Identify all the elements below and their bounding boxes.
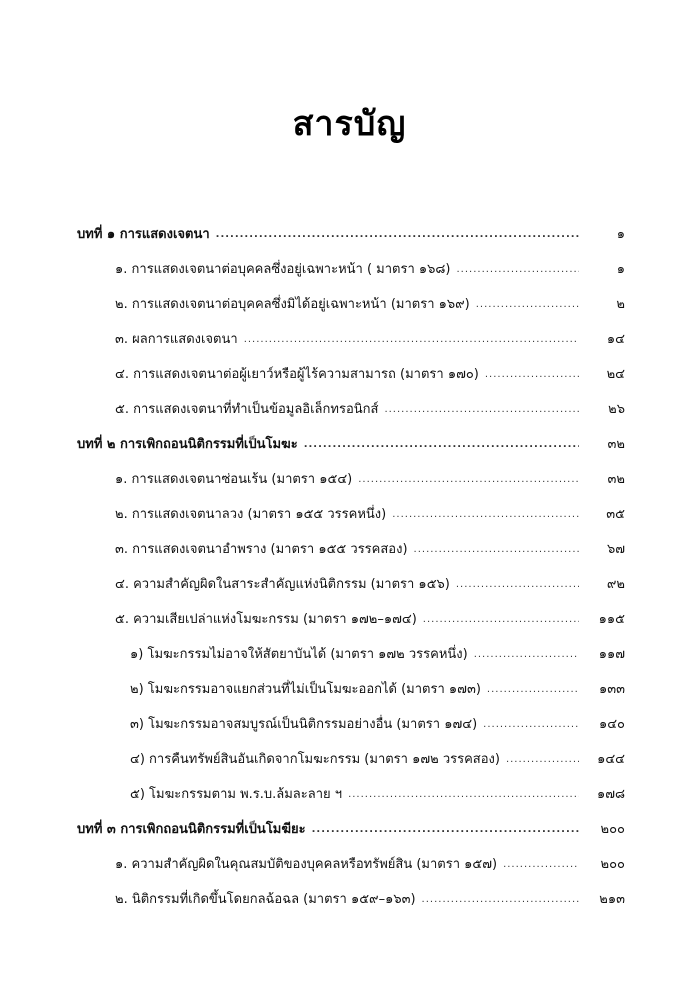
toc-label: ๔. การแสดงเจตนาต่อผู้เยาว์หรือผู้ไร้ความสามารถ (มาตรา ๑๗๐): [115, 367, 479, 382]
toc-subentry[interactable]: [130, 743, 625, 769]
dot-leader: [348, 786, 579, 804]
toc-entry[interactable]: [115, 603, 625, 629]
dot-leader: [483, 716, 579, 734]
toc-label: ๓. ผลการแสดงเจตนา: [115, 332, 238, 347]
toc-label: ๑. การแสดงเจตนาต่อบุคคลซึ่งอยู่เฉพาะหน้า ( มาตรา ๑๖๘): [115, 262, 451, 277]
toc-chapter-2[interactable]: [77, 428, 625, 454]
toc-label: ๒. การแสดงเจตนาต่อบุคคลซึ่งมิได้อยู่เฉพาะหน้า (มาตรา ๑๖๙): [115, 297, 470, 312]
toc-label: ๔. ความสำคัญผิดในสาระสำคัญแห่งนิติกรรม (มาตรา ๑๕๖): [115, 577, 450, 592]
dot-leader: [384, 401, 579, 419]
dot-leader: [474, 646, 579, 664]
toc-page-number: ๑๔: [606, 332, 625, 347]
toc-label: บทที่ ๓ การเพิกถอนนิติกรรมที่เป็นโมฆียะ: [77, 822, 306, 837]
toc-entry[interactable]: [115, 883, 625, 909]
toc-page-number: ๑๑๕: [598, 612, 625, 627]
dot-leader: [423, 611, 579, 629]
toc-label: บทที่ ๒ การเพิกถอนนิติกรรมที่เป็นโมฆะ: [77, 437, 298, 452]
toc-page-number: ๒๖: [608, 402, 625, 417]
dot-leader: [456, 576, 579, 594]
toc-entry[interactable]: [115, 533, 625, 559]
dot-leader: [503, 856, 579, 874]
toc-entry[interactable]: [115, 323, 625, 349]
toc-entry[interactable]: [115, 288, 625, 314]
dot-leader: [312, 821, 579, 839]
toc-page-number: ๑๗๘: [596, 787, 625, 802]
toc-label: ๑) โมฆะกรรมไม่อาจให้สัตยาบันได้ (มาตรา ๑๗๒ วรรคหนึ่ง): [130, 647, 468, 662]
toc-page-number: ๒๐๐: [600, 857, 625, 872]
toc-label: ๓) โมฆะกรรมอาจสมบูรณ์เป็นนิติกรรมอย่างอื่น (มาตรา ๑๗๔): [130, 717, 478, 732]
toc-label: ๑. การแสดงเจตนาซ่อนเร้น (มาตรา ๑๕๔): [115, 472, 353, 487]
toc-page-number: ๑: [616, 227, 625, 242]
dot-leader: [414, 541, 579, 559]
toc-entry[interactable]: [115, 253, 625, 279]
toc-subentry[interactable]: [130, 708, 625, 734]
toc-entry[interactable]: [115, 498, 625, 524]
toc-label: ๕) โมฆะกรรมตาม พ.ร.บ.ล้มละลาย ฯ: [130, 787, 343, 802]
dot-leader: [487, 681, 579, 699]
toc-page-number: ๒๔: [606, 367, 625, 382]
toc-entry[interactable]: [115, 568, 625, 594]
toc-subentry[interactable]: [130, 638, 625, 664]
toc-subentry[interactable]: [130, 673, 625, 699]
toc-subentry[interactable]: [130, 778, 625, 804]
toc-page-number: ๓๒: [607, 437, 625, 452]
toc-page-number: ๑๔๔: [597, 752, 625, 767]
toc-page-number: ๖๗: [606, 542, 625, 557]
dot-leader: [304, 436, 579, 454]
toc-page-number: ๒: [616, 297, 625, 312]
dot-leader: [216, 226, 579, 244]
dot-leader: [506, 751, 579, 769]
dot-leader: [358, 471, 579, 489]
toc-label: ๒) โมฆะกรรมอาจแยกส่วนที่ไม่เป็นโมฆะออกได้ (มาตรา ๑๗๓): [130, 682, 481, 697]
toc-page-number: ๑๓๓: [598, 682, 625, 697]
toc-label: ๓. การแสดงเจตนาอำพราง (มาตรา ๑๕๕ วรรคสอง): [115, 542, 408, 557]
toc-entry[interactable]: [115, 463, 625, 489]
dot-leader: [244, 331, 579, 349]
toc-label: ๒. นิติกรรมที่เกิดขึ้นโดยกลฉ้อฉล (มาตรา ๑๕๙–๑๖๓): [115, 892, 416, 907]
dot-leader: [392, 506, 579, 524]
dot-leader: [457, 261, 580, 279]
toc-label: บทที่ ๑ การแสดงเจตนา: [77, 227, 210, 242]
toc-label: ๒. การแสดงเจตนาลวง (มาตรา ๑๕๕ วรรคหนึ่ง): [115, 507, 387, 522]
toc-label: ๔) การคืนทรัพย์สินอันเกิดจากโมฆะกรรม (มาตรา ๑๗๒ วรรคสอง): [130, 752, 500, 767]
toc-page-number: ๒๐๐: [600, 822, 625, 837]
toc-page-number: ๑๑๗: [598, 647, 625, 662]
toc-entry[interactable]: [115, 393, 625, 419]
toc-page-number: ๑: [616, 262, 625, 277]
toc-label: ๑. ความสำคัญผิดในคุณสมบัติของบุคคลหรือทรัพย์สิน (มาตรา ๑๕๗): [115, 857, 498, 872]
dot-leader: [476, 296, 579, 314]
toc-label: ๕. ความเสียเปล่าแห่งโมฆะกรรม (มาตรา ๑๗๒–๑๗๔): [115, 612, 417, 627]
toc-page-number: ๓๕: [606, 507, 625, 522]
dot-leader: [422, 891, 579, 909]
toc-label: ๕. การแสดงเจตนาที่ทำเป็นข้อมูลอิเล็กทรอนิกส์: [115, 402, 379, 417]
toc-page-number: ๙๒: [606, 577, 625, 592]
toc-chapter-3[interactable]: [77, 813, 625, 839]
page-title: สารบัญ: [292, 104, 407, 144]
toc-chapter-1[interactable]: [77, 218, 625, 244]
dot-leader: [485, 366, 579, 384]
toc-entry[interactable]: [115, 848, 625, 874]
toc-page-number: ๑๔๐: [598, 717, 625, 732]
toc-page-number: ๓๒: [607, 472, 625, 487]
toc-entry[interactable]: [115, 358, 625, 384]
toc-page-number: ๒๑๓: [599, 892, 625, 907]
